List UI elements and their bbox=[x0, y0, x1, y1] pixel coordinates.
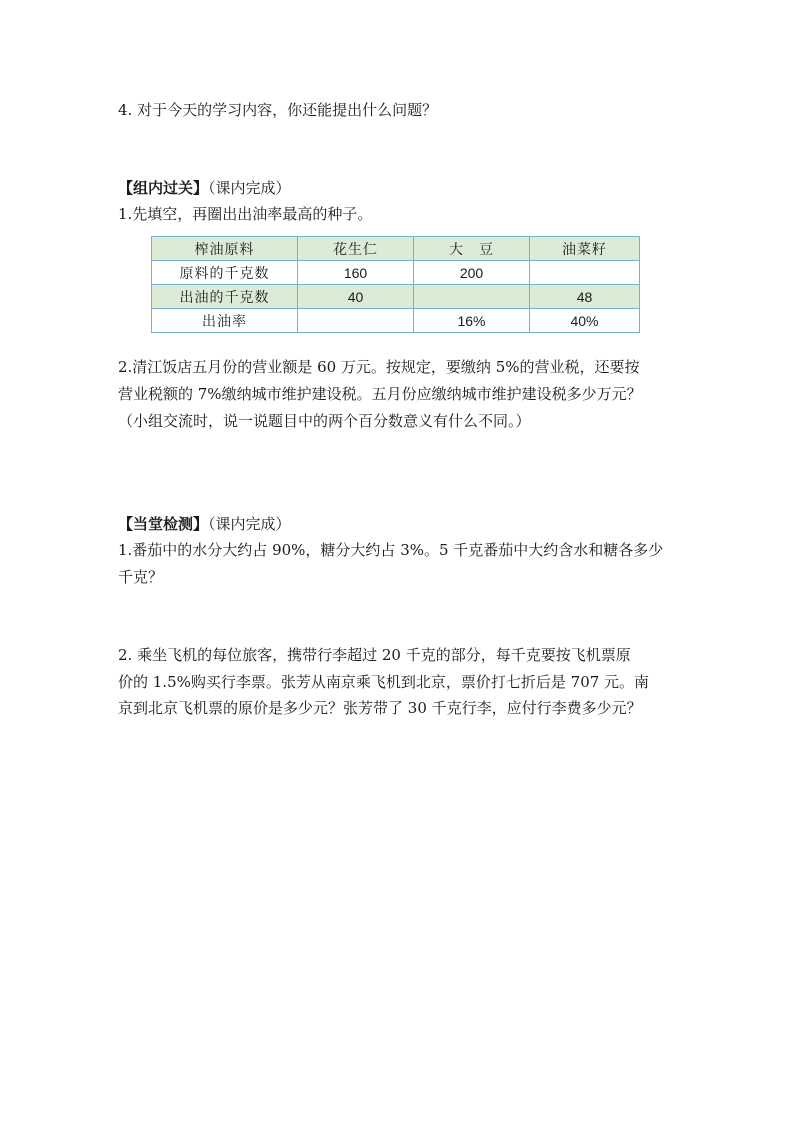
group-check-q2-line: 营业税额的 7%缴纳城市维护建设税。五月份应缴纳城市维护建设税多少万元？ bbox=[118, 385, 642, 403]
group-check-title: 【组内过关】 bbox=[118, 179, 209, 197]
table-cell: 160 bbox=[298, 261, 414, 285]
table-cell: 200 bbox=[414, 261, 530, 285]
class-test-q1-line: 1.番茄中的水分大约占 90%，糖分大约占 3%。5 千克番茄中大约含水和糖各多少 bbox=[118, 541, 664, 559]
table-header-row bbox=[152, 237, 640, 261]
group-check-q2-line: （小组交流时，说一说题目中的两个百分数意义有什么不同。） bbox=[118, 412, 531, 430]
table-header-cell: 大 豆 bbox=[414, 237, 530, 261]
table-cell bbox=[530, 261, 640, 285]
table-row bbox=[152, 285, 640, 309]
table-header-cell: 榨油原料 bbox=[152, 237, 298, 261]
class-test-title: 【当堂检测】 bbox=[118, 515, 209, 533]
group-check-heading bbox=[118, 178, 291, 198]
class-test-note: （课内完成） bbox=[208, 515, 291, 533]
class-test-q2-line: 2. 乘坐飞机的每位旅客，携带行李超过 20 千克的部分，每千克要按飞机票原 bbox=[118, 646, 631, 664]
table-cell: 48 bbox=[530, 285, 640, 309]
class-test-q2-line: 京到北京飞机票的原价是多少元？张芳带了 30 千克行李，应付行李费多少元？ bbox=[118, 699, 642, 717]
group-check-note: （课内完成） bbox=[208, 179, 291, 197]
table-row-label: 出油的千克数 bbox=[152, 285, 298, 309]
group-check-q1: 1.先填空，再圈出出油率最高的种子。 bbox=[118, 205, 373, 223]
question-4: 4. 对于今天的学习内容，你还能提出什么问题？ bbox=[118, 101, 438, 119]
table-cell: 40 bbox=[298, 285, 414, 309]
class-test-q2-line: 价的 1.5%购买行李票。张芳从南京乘飞机到北京，票价打七折后是 707 元。南 bbox=[118, 673, 650, 691]
table-row bbox=[152, 309, 640, 333]
table-cell: 16% bbox=[414, 309, 530, 333]
table-cell: 40% bbox=[530, 309, 640, 333]
table-row-label: 出油率 bbox=[152, 309, 298, 333]
table-cell bbox=[298, 309, 414, 333]
group-check-q2-line: 2.清江饭店五月份的营业额是 60 万元。按规定，要缴纳 5%的营业税，还要按 bbox=[118, 358, 640, 376]
oil-yield-table bbox=[151, 236, 640, 333]
table-row-label: 原料的千克数 bbox=[152, 261, 298, 285]
class-test-q1-line: 千克？ bbox=[118, 568, 164, 586]
table-header-cell: 油菜籽 bbox=[530, 237, 640, 261]
table-cell bbox=[414, 285, 530, 309]
table-row bbox=[152, 261, 640, 285]
table-header-cell: 花生仁 bbox=[298, 237, 414, 261]
class-test-heading bbox=[118, 514, 291, 534]
